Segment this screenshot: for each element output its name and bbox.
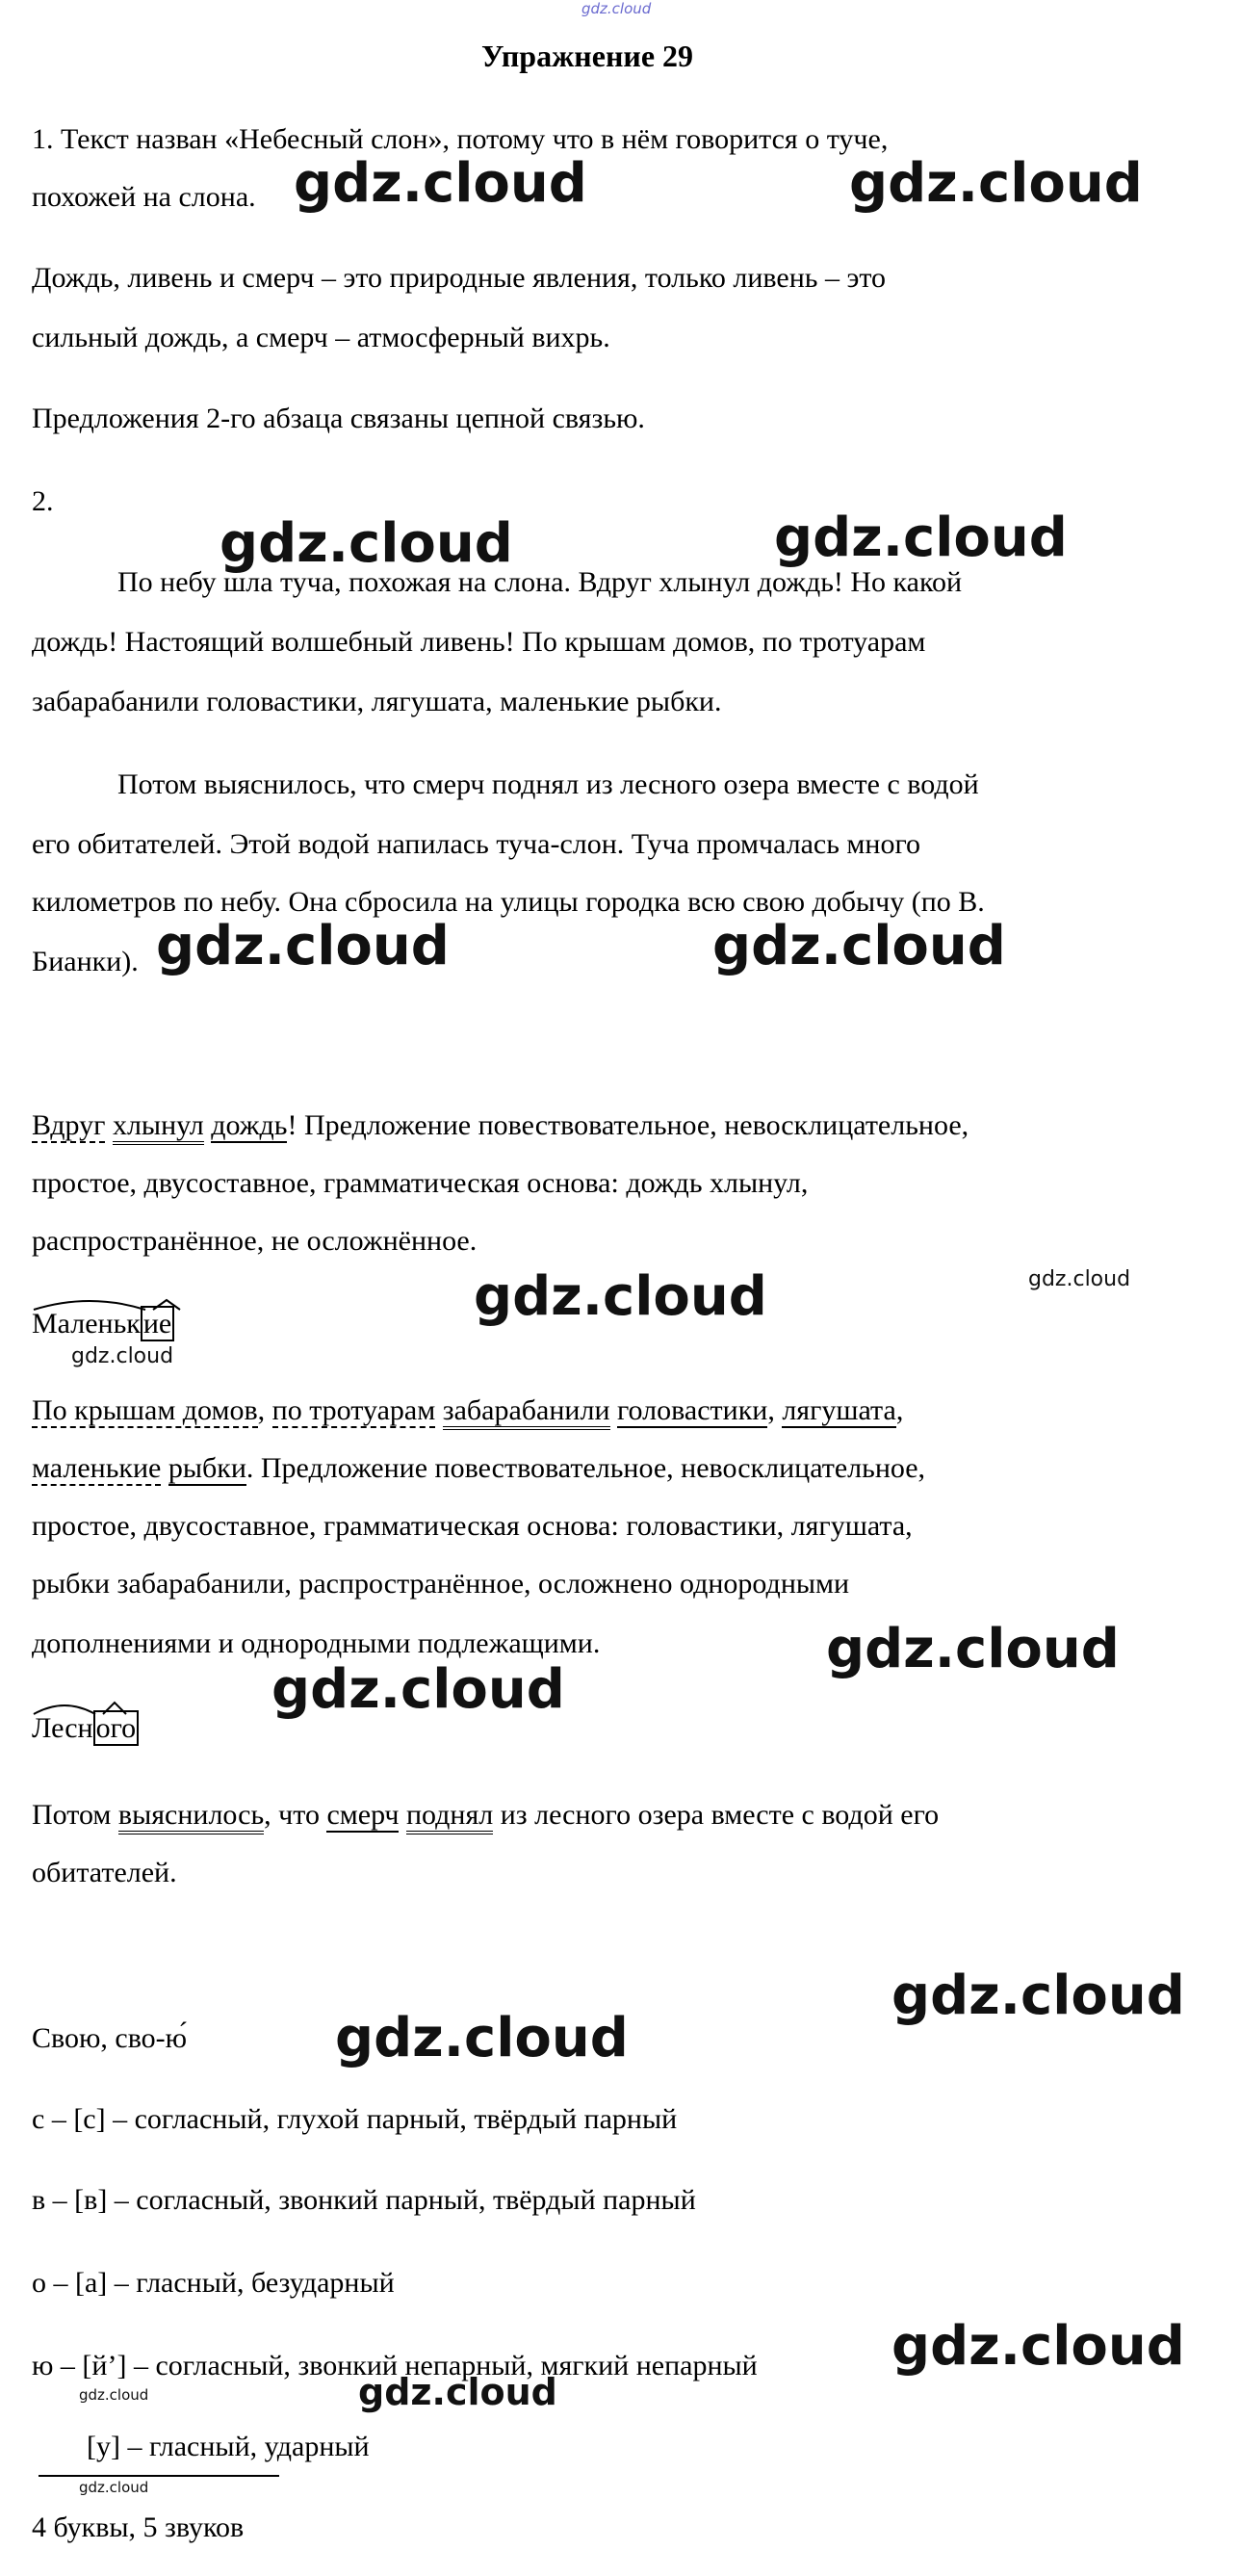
phonetic-line: ю – [й’] – согласный, звонкий непарный, мягкий непарный — [32, 2350, 758, 2381]
adverbial-phrase: По крышам домов — [32, 1394, 258, 1426]
subject-word: рыбки — [168, 1452, 246, 1484]
watermark: gdz.cloud — [891, 2315, 1185, 2378]
text-line: По небу шла туча, похожая на слона. Вдруг хлынул дождь! Но какой — [117, 566, 963, 598]
subject-word: смерч — [326, 1799, 400, 1831]
subject-word: лягушата — [782, 1394, 896, 1426]
morphemic-parse — [32, 1712, 139, 1745]
watermark: gdz.cloud — [891, 1965, 1185, 2027]
phonetic-line: о – [а] – гласный, безударный — [32, 2267, 395, 2299]
text-line: обитателей. — [32, 1857, 177, 1888]
watermark: gdz.cloud — [79, 2386, 149, 2404]
watermark: gdz.cloud — [712, 915, 1006, 977]
predicate-word: выяснилось — [118, 1799, 264, 1834]
word-stem: Маленьк — [32, 1308, 141, 1340]
watermark: gdz.cloud — [271, 1658, 565, 1721]
watermark: gdz.cloud — [220, 512, 513, 575]
text-line: сильный дождь, а смерч – атмосферный вихрь. — [32, 322, 610, 353]
predicate-word: забарабанили — [443, 1394, 610, 1430]
top-watermark: gdz.cloud — [581, 0, 652, 17]
text-line: простое, двусоставное, грамматическая основа: головастики, лягушата, — [32, 1510, 913, 1542]
watermark: gdz.cloud — [294, 152, 587, 215]
adverbial-phrase: по тротуарам — [271, 1394, 436, 1426]
watermark: gdz.cloud — [474, 1265, 767, 1328]
watermark: gdz.cloud — [1028, 1267, 1131, 1291]
watermark: gdz.cloud — [335, 2007, 629, 2069]
phonetic-line: [у] – гласный, ударный — [87, 2431, 370, 2462]
text-line: Предложения 2-го абзаца связаны цепной связью. — [32, 403, 645, 434]
word-ending: ие — [141, 1306, 174, 1341]
sentence-analysis: По крышам домов, по тротуарам забарабанили головастики, лягушата, — [32, 1394, 903, 1427]
text-line: похожей на слона. — [32, 181, 256, 213]
sentence-analysis: Вдруг хлынул дождь! Предложение повествовательное, невосклицательное, — [32, 1109, 969, 1142]
sentence-analysis: Потом выяснилось, что смерч поднял из лесного озера вместе с водой его — [32, 1799, 939, 1832]
text-line: простое, двусоставное, грамматическая основа: дождь хлынул, — [32, 1167, 809, 1199]
text-line: забарабанили головастики, лягушата, маленькие рыбки. — [32, 686, 722, 717]
text-line: дождь! Настоящий волшебный ливень! По крышам домов, по тротуарам — [32, 626, 926, 658]
text-line: Дождь, ливень и смерч – это природные явления, только ливень – это — [32, 262, 887, 294]
sentence-analysis: маленькие рыбки. Предложение повествовательное, невосклицательное, — [32, 1452, 926, 1484]
phonetic-total: 4 буквы, 5 звуков — [32, 2511, 245, 2543]
text-line: его обитателей. Этой водой напилась туча-слон. Туча промчалась много — [32, 828, 921, 860]
watermark: gdz.cloud — [79, 2479, 149, 2496]
watermark: gdz.cloud — [774, 507, 1068, 569]
text-line: дополнениями и однородными подлежащими. — [32, 1627, 601, 1659]
page-title: Упражнение 29 — [481, 39, 694, 73]
text-line: распространённое, не осложнённое. — [32, 1225, 478, 1257]
subject-word: головастики — [617, 1394, 768, 1426]
watermark: gdz.cloud — [71, 1344, 174, 1368]
morphemic-parse — [32, 1308, 174, 1340]
text-line: 1. Текст назван «Небесный слон», потому что в нём говорится о туче, — [32, 123, 889, 155]
text-line: Бианки). — [32, 946, 139, 977]
phonetic-word: Свою, сво-ю́ — [32, 2022, 188, 2054]
watermark: gdz.cloud — [826, 1618, 1120, 1680]
phonetic-line: в – [в] – согласный, звонкий парный, твёрдый парный — [32, 2184, 696, 2216]
phonetic-line: с – [с] – согласный, глухой парный, твёрдый парный — [32, 2103, 678, 2135]
text-line: километров по небу. Она сбросила на улицы городка всю свою добычу (по В. — [32, 886, 985, 918]
watermark: gdz.cloud — [849, 152, 1143, 215]
text-line: рыбки забарабанили, распространённое, осложнено однородными — [32, 1568, 850, 1600]
adverb-word: Вдруг — [32, 1109, 106, 1141]
word-stem: Лесн — [32, 1712, 93, 1744]
predicate-word: хлынул — [113, 1109, 204, 1145]
watermark: gdz.cloud — [156, 915, 450, 977]
word-ending: ого — [93, 1710, 140, 1746]
item-number: 2. — [32, 485, 54, 517]
subject-word: дождь — [211, 1109, 288, 1141]
divider — [39, 2475, 279, 2477]
text-line: Потом выяснилось, что смерч поднял из лесного озера вместе с водой — [117, 768, 979, 800]
attribute-word: маленькие — [32, 1452, 162, 1484]
watermark: gdz.cloud — [358, 2371, 557, 2413]
predicate-word: поднял — [406, 1799, 493, 1834]
